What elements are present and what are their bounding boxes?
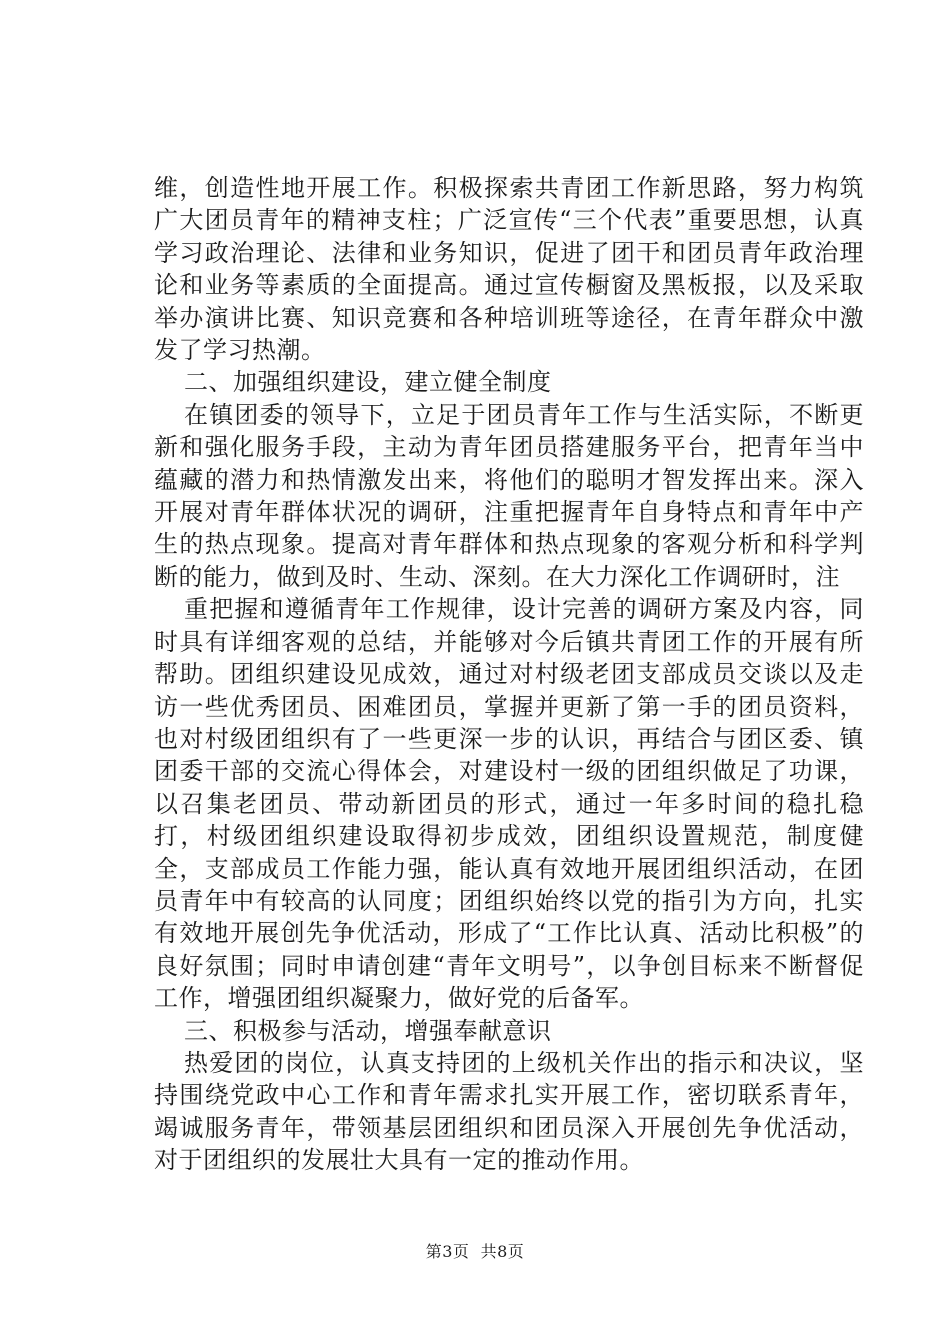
paragraph-org-building: 在镇团委的领导下，立足于团员青年工作与生活实际，不断更新和强化服务手段，主动为青年团员搭建服务平台，把青年当中蕴藏的潜力和热情激发出来，将他们的聪明才智发挥出来。深入开展对青年群体状况的调研，注重把握青年自身特点和青年中产生的热点现象。提高对青年群体和热点现象的客观分析和科学判断的能力，做到及时、生动、深刻。在大力深化工作调研时，注 [154, 400, 864, 591]
body-text [154, 172, 864, 1177]
paragraph-intro-continued: 维，创造性地开展工作。积极探索共青团工作新思路，努力构筑广大团员青年的精神支柱；广泛宣传“三个代表”重要思想，认真学习政治理论、法律和业务知识，促进了团干和团员青年政治理论和业务等素质的全面提高。通过宣传橱窗及黑板报，以及采取举办演讲比赛、知识竞赛和各种培训班等途径，在青年群众中激发了学习热潮。 [154, 174, 864, 365]
section-heading-2: 二、加强组织建设，建立健全制度 [184, 368, 552, 397]
page-number: 第3页 共8页 [425, 1242, 525, 1261]
paragraph-activities: 热爱团的岗位，认真支持团的上级机关作出的指示和决议，坚持围绕党政中心工作和青年需求扎实开展工作，密切联系青年，竭诚服务青年，带领基层团组织和团员深入开展创先争优活动，对于团组织的发展壮大具有一定的推动作用。 [154, 1048, 864, 1175]
page-footer [0, 1242, 950, 1262]
section-heading-3: 三、积极参与活动，增强奉献意识 [184, 1016, 552, 1045]
paragraph-org-building-continued: 重把握和遵循青年工作规律，设计完善的调研方案及内容，同时具有详细客观的总结，并能够对今后镇共青团工作的开展有所帮助。团组织建设见成效，通过对村级老团支部成员交谈以及走访一些优秀团员、困难团员，掌握并更新了第一手的团员资料，也对村级团组织有了一些更深一步的认识，再结合与团区委、镇团委干部的交流心得体会，对建设村一级的团组织做足了功课，以召集老团员、带动新团员的形式，通过一年多时间的稳扎稳打，村级团组织建设取得初步成效，团组织设置规范，制度健全，支部成员工作能力强，能认真有效地开展团组织活动，在团员青年中有较高的认同度；团组织始终以党的指引为方向，扎实有效地开展创先争优活动，形成了“工作比认真、活动比积极”的良好氛围；同时申请创建“青年文明号”，以争创目标来不断督促工作，增强团组织凝聚力，做好党的后备军。 [154, 595, 864, 1013]
